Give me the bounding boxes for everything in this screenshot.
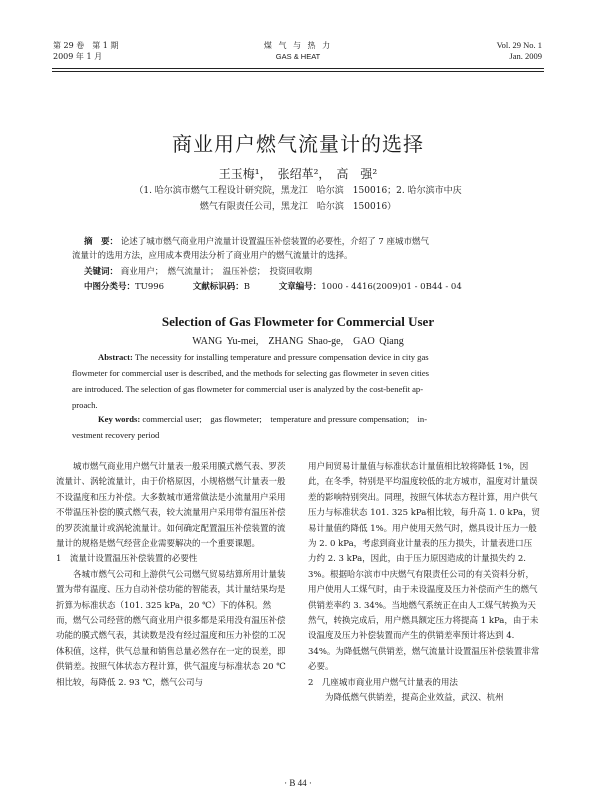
- header-rule-thin: [52, 71, 544, 72]
- abstract-zh: [72, 235, 527, 263]
- article-title-en: Selection of Gas Flowmeter for Commercial User: [161, 314, 435, 329]
- volume-issue-zh: 第 29 卷 第 1 期: [53, 41, 119, 50]
- affiliation-line-1: （1. 哈尔滨市燃气工程设计研究院，黑龙江 哈尔滨 150016；2. 哈尔滨市中庆: [134, 186, 462, 196]
- body-paragraph: 用户间贸易计量值与标准状态计量值相比较将降低 1%，因此，在冬季，特别是平均温度较低的北方城市，温度对计量误差的影响特别突出。同理，按照气体状态方程计算，用户供气压力与标准状态 101. 325 kPa相比较，每升高 1. 0 kPa，贸易计量值约降低 1%。用户使用天然气时，燃具设计压力一般为 2. 0 kPa，考虑到商业计量表的压力损失，计量表进口压力约 2. 3 kPa，因此，由于压力原因造成的计量损失约 2. 3%。根据哈尔滨市中庆燃气有限责任公司的有关资料分析，用户使用人工煤气时，由于未设温度及压力补偿而产生的燃气供销差率约 3. 34%。当地燃气系统正在由人工煤气转换为天然气，转换完成后，用户燃具额定压力将提高 1 kPa，由于未设温度及压力补偿装置而产生的供销差率预计将达到 4. 34%。为降低燃气供销差，燃气流量计设置温压补偿装置非常必要。: [308, 462, 540, 673]
- body-paragraph: 为降低燃气供销差，提高企业效益，武汉、杭州: [325, 693, 504, 704]
- abstract-en-line-2: flowmeter for commercial user is described, and the methods for selecting gas flowmeter in seven cities: [72, 368, 429, 378]
- keywords-en: [72, 411, 527, 443]
- date-en: Jan. 2009: [509, 51, 542, 61]
- body-column-left: [56, 460, 288, 691]
- body-paragraph: 各城市燃气公司和上游供气公司燃气贸易结算所用计量装置为带有温度、压力自动补偿功能的智能表，其计量结果均是折算为标准状态（101. 325 kPa，20 ℃）下的体积。然而，燃气公司经营的燃气商业用户很多都是采用没有温压补偿功能的膜式燃气表，其读数是没有经过温度和压力补偿的工况体积值，这样，供气总量和销售总量必然存在一定的误差，即供销差。按照气体状态方程计算，供气温度与标准状态 20 ℃相比较，每降低 2. 93 ℃，燃气公司与: [56, 569, 286, 688]
- page-number: · B 44 ·: [284, 778, 312, 788]
- body-column-right: [308, 460, 540, 707]
- doc-code-label: 文献标识码：: [192, 282, 244, 292]
- abstract-en: [72, 349, 527, 413]
- article-no-value: 1000 - 4416(2009)01 - 0B44 - 04: [321, 282, 462, 292]
- abstract-en-line-4: proach.: [72, 400, 98, 410]
- date-zh: 2009 年 1 月: [53, 52, 103, 61]
- abstract-label-en: Abstract:: [98, 352, 133, 362]
- abstract-en-line-1: The necessity for installing temperature and pressure compensation device in city gas: [134, 352, 429, 362]
- section-heading-2: 2 几座城市商业用户燃气计量表的用法: [308, 677, 458, 688]
- running-header-right: [497, 40, 542, 62]
- body-paragraph: 城市燃气商业用户燃气计量表一般采用膜式燃气表、罗茨流量计、涡轮流量计，由于价格原因，小规格燃气计量表一般不设温度和压力补偿。大多数城市通常做法是小流量用户采用不带温压补偿的膜式燃气表，较大流量用户采用带有温压补偿的罗茨流量计或涡轮流量计。如何确定配置温压补偿装置的流量计的规格是燃气经营企业需要解决的一个重要课题。: [56, 462, 286, 550]
- section-heading-1: 1 流量计设置温压补偿装置的必要性: [56, 554, 198, 565]
- abstract-label-zh: 摘 要：: [84, 237, 119, 247]
- authors-en: WANG Yu-mei, ZHANG Shao-ge, GAO Qiang: [192, 336, 404, 347]
- keywords-zh: [72, 265, 527, 279]
- journal-name-zh: 煤 气 与 热 力: [263, 41, 333, 50]
- keywords-zh-text: 商业用户； 燃气流量计； 温压补偿； 投资回收期: [120, 267, 312, 277]
- keywords-en-line-2: vestment recovery period: [72, 430, 160, 440]
- article-no-label: 文章编号：: [278, 282, 322, 292]
- affiliation-line-2: 燃气有限责任公司，黑龙江 哈尔滨 150016）: [199, 202, 397, 212]
- abstract-zh-line-1: 论述了城市燃气商业用户流量计设置温压补偿装置的必要性，介绍了 7 座城市燃气: [120, 237, 430, 247]
- keywords-label-en: Key words:: [98, 414, 141, 424]
- journal-name-en: GAS & HEAT: [275, 52, 321, 61]
- abstract-zh-line-2: 流量计的选用方法，应用成本费用法分析了商业用户的燃气流量计的选择。: [72, 251, 353, 261]
- article-title-zh: 商业用户燃气流量计的选择: [172, 132, 424, 156]
- volume-issue-en: Vol. 29 No. 1: [496, 40, 542, 50]
- authors-zh: 王玉梅¹， 张绍革²， 高 强²: [218, 167, 378, 181]
- keywords-en-line-1: commercial user; gas flowmeter; temperature and pressure compensation; in-: [142, 414, 428, 424]
- keywords-label-zh: 关键词：: [84, 267, 119, 277]
- clc-label: 中图分类号：: [84, 282, 136, 292]
- header-rule-thick: [52, 68, 544, 69]
- classification-line: [72, 280, 527, 294]
- doc-code-value: B: [243, 282, 251, 292]
- abstract-en-line-3: are introduced. The selection of gas flowmeter for commercial user is analyzed by the cost-benefit ap-: [72, 384, 424, 394]
- clc-value: TU996: [135, 282, 165, 292]
